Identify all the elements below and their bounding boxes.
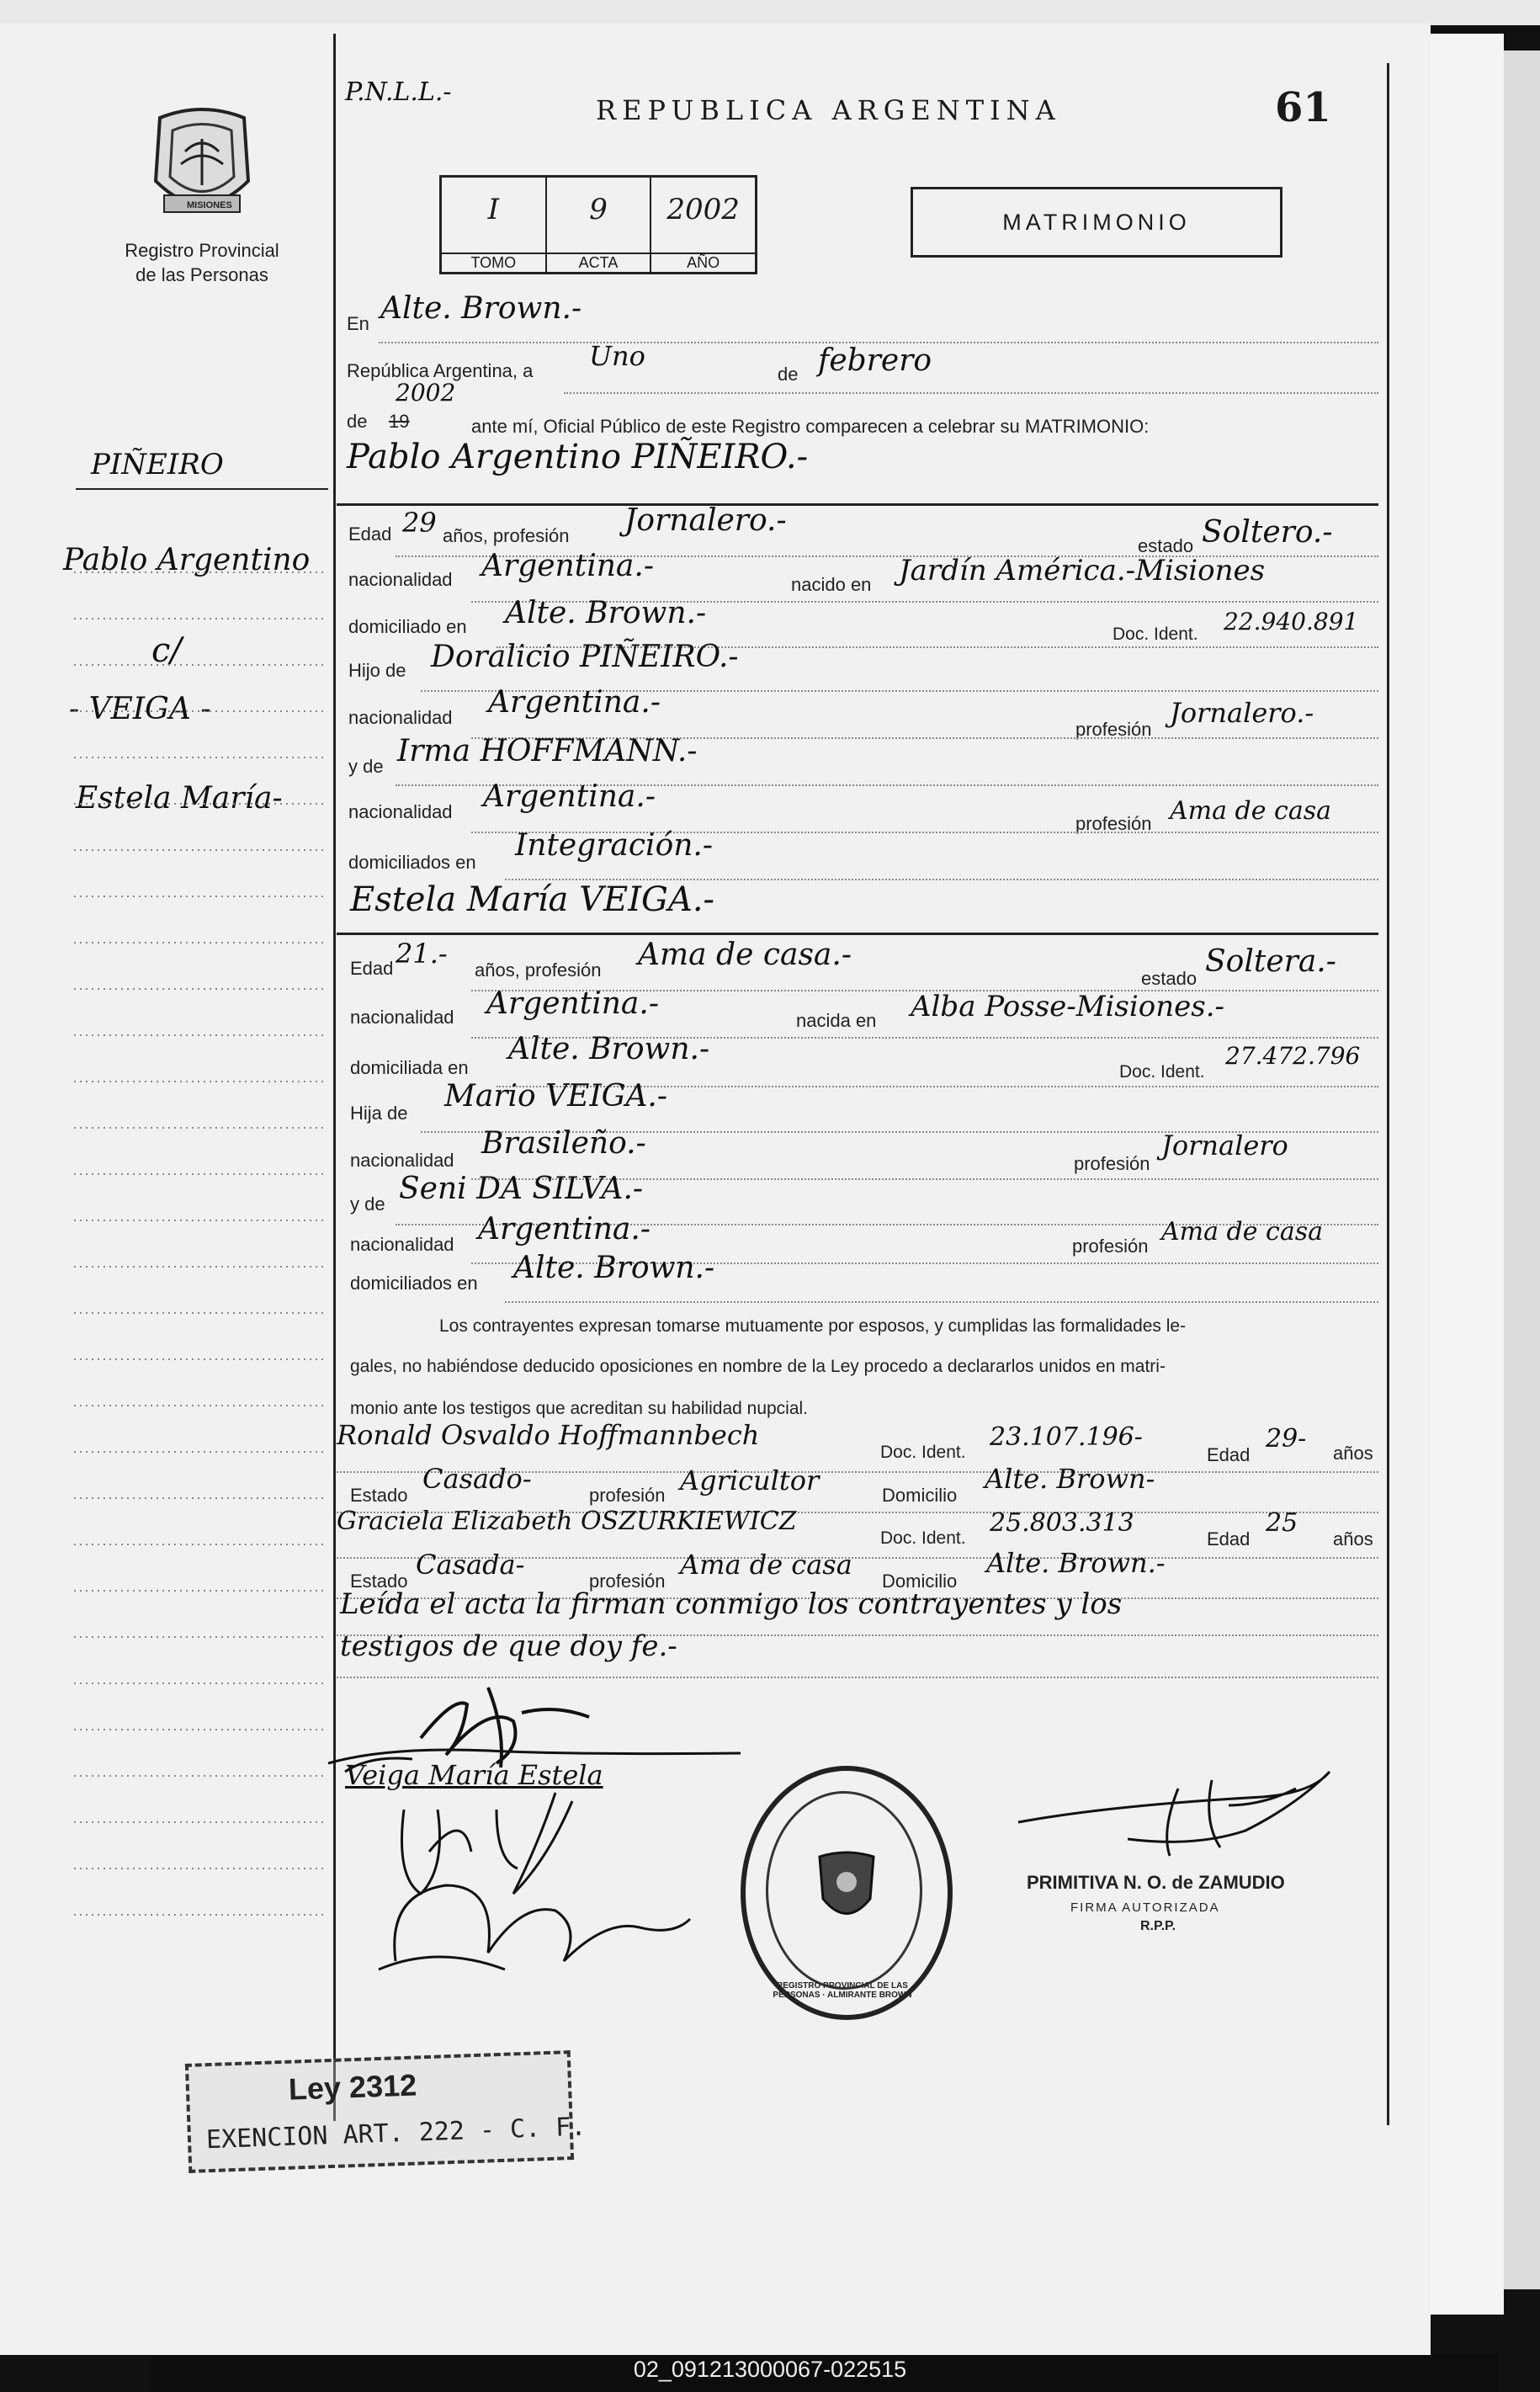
- statement-text: ante mí, Oficial Público de este Registro comparecen a celebrar su MATRIMONIO:: [471, 416, 1150, 437]
- bride-domiciliada-label: domiciliada en: [350, 1057, 469, 1078]
- groom-mother-nationality: Argentina.-: [483, 779, 656, 814]
- handwritten-note: P.N.L.L.-: [345, 77, 452, 107]
- declaration-line-3: monio ante los testigos que acreditan su habilidad nupcial.: [350, 1399, 809, 1418]
- margin-dotted-lines: [74, 505, 331, 2121]
- groom-yde-label: y de: [348, 756, 384, 777]
- coat-of-arms-icon: [811, 1848, 882, 1929]
- bride-edad-label: Edad: [350, 958, 394, 979]
- stamp-text: REGISTRO PROVINCIAL DE LAS PERSONAS · ALMIRANTE BROWN: [773, 1981, 912, 2000]
- margin-surname: PIÑEIRO: [91, 448, 224, 481]
- bride-mother-nacionalidad-label: nacionalidad: [350, 1234, 454, 1255]
- bride-mother-profesion-label: profesión: [1072, 1236, 1149, 1257]
- witness-2-domicile: Alte. Brown.-: [986, 1547, 1166, 1579]
- place-value: Alte. Brown.-: [380, 291, 582, 326]
- margin-bride-name: Estela María-: [76, 781, 283, 816]
- bride-age: 21.-: [396, 938, 448, 970]
- bride-nacionalidad-label: nacionalidad: [350, 1007, 454, 1028]
- witness-2-profesion-label: profesión: [589, 1571, 666, 1592]
- official-signature: [1010, 1755, 1346, 1873]
- groom-nacionalidad-label: nacionalidad: [348, 569, 453, 590]
- bride-doc-label: Doc. Ident.: [1119, 1062, 1205, 1082]
- bride-domicile: Alte. Brown.-: [508, 1032, 710, 1066]
- witness-2-edad-label: Edad: [1207, 1528, 1251, 1549]
- witness-signatures: [370, 1759, 724, 1978]
- groom-hijo-label: Hijo de: [348, 660, 406, 681]
- bride-father-profesion-label: profesión: [1074, 1153, 1150, 1174]
- groom-father: Doralicio PIÑEIRO.-: [431, 640, 739, 674]
- groom-doc-number: 22.940.891: [1224, 608, 1359, 635]
- underlying-sheet-2: [1498, 50, 1540, 2289]
- witness-1-profesion-label: profesión: [589, 1485, 666, 1506]
- groom-domicile: Alte. Brown.-: [505, 596, 707, 630]
- acta-label: ACTA: [547, 252, 651, 272]
- witness-1-estado-label: Estado: [350, 1485, 408, 1506]
- exemption-law: Ley 2312: [288, 2067, 417, 2107]
- bride-signature: Veiga María Estela: [345, 1759, 603, 1791]
- page-number: 61: [1275, 84, 1331, 131]
- groom-domiciliado-label: domiciliado en: [348, 616, 467, 637]
- day-value: Uno: [589, 340, 645, 372]
- groom-edad-label: Edad: [348, 524, 392, 545]
- bride-father-nationality: Brasileño.-: [481, 1126, 646, 1161]
- tomo-cell: [442, 178, 547, 272]
- groom-nationality: Argentina.-: [481, 549, 654, 583]
- exemption-article: EXENCION ART. 222 - C. F.: [205, 2112, 587, 2155]
- witness-1-anos-label: años: [1333, 1443, 1373, 1464]
- groom-birthplace: Jardín América.-Misiones: [899, 554, 1266, 587]
- witness-1-doc-label: Doc. Ident.: [880, 1443, 966, 1462]
- bride-nationality: Argentina.-: [486, 986, 659, 1021]
- registry-name-line1: Registro Provincial: [125, 240, 279, 261]
- witness-1-status: Casado-: [422, 1463, 532, 1495]
- groom-father-profesion-label: profesión: [1075, 719, 1152, 740]
- witness-1-domicile: Alte. Brown-: [985, 1463, 1155, 1495]
- ano-value: 2002: [666, 193, 740, 226]
- bride-profession: Ama de casa.-: [638, 938, 852, 972]
- bride-parents-domicilio-label: domiciliados en: [350, 1273, 478, 1294]
- en-label: En: [347, 313, 369, 334]
- official-name: PRIMITIVA N. O. de ZAMUDIO: [1027, 1872, 1285, 1893]
- bride-estado-label: estado: [1141, 968, 1197, 989]
- official-code: R.P.P.: [1140, 1919, 1176, 1933]
- country-title: REPUBLICA ARGENTINA: [596, 94, 1061, 126]
- witness-1-edad-label: Edad: [1207, 1444, 1251, 1465]
- bride-mother-nationality: Argentina.-: [478, 1212, 651, 1246]
- year-prefix-struck: 19: [389, 411, 410, 432]
- bride-marital-status: Soltera.-: [1205, 944, 1336, 979]
- witness-1-age: 29-: [1266, 1424, 1307, 1454]
- de-label-year: de: [347, 411, 368, 432]
- groom-doc-label: Doc. Ident.: [1113, 625, 1198, 644]
- witness-1-name: Ronald Osvaldo Hoffmannbech: [337, 1419, 760, 1451]
- acta-value: 9: [589, 193, 608, 226]
- underlying-sheet: [1422, 34, 1504, 2315]
- witness-2-status: Casada-: [416, 1549, 525, 1581]
- record-reference-box: [439, 175, 757, 274]
- groom-nacido-label: nacido en: [791, 574, 872, 595]
- bride-nacida-label: nacida en: [796, 1010, 877, 1031]
- ano-cell: [651, 178, 755, 272]
- witness-2-anos-label: años: [1333, 1528, 1373, 1549]
- acta-cell: [547, 178, 652, 272]
- year-value: 2002: [396, 379, 456, 407]
- groom-parents-domicile: Integración.-: [515, 828, 714, 863]
- month-value: febrero: [818, 343, 932, 378]
- witness-2-profession: Ama de casa: [680, 1549, 852, 1581]
- bride-yde-label: y de: [350, 1193, 385, 1215]
- margin-divider: [333, 34, 336, 2121]
- groom-marital-status: Soltero.-: [1202, 515, 1333, 550]
- record-type-box: MATRIMONIO: [911, 187, 1282, 258]
- witness-1-profession: Agricultor: [680, 1464, 820, 1496]
- groom-father-nationality: Argentina.-: [488, 685, 661, 720]
- dotline: [505, 1301, 1378, 1303]
- file-id: 02_091213000067-022515: [633, 2357, 907, 2382]
- bride-hija-label: Hija de: [350, 1103, 408, 1124]
- bride-profesion-label: años, profesión: [475, 959, 602, 981]
- groom-age: 29: [402, 507, 437, 539]
- ano-label: AÑO: [651, 252, 755, 272]
- margin-rule: [76, 488, 328, 490]
- section-divider: [337, 933, 1378, 935]
- margin-bride-surname: - VEIGA -: [69, 692, 211, 726]
- bride-doc-number: 27.472.796: [1225, 1042, 1361, 1070]
- witness-2-doc: 25.803.313: [990, 1508, 1134, 1538]
- bride-parents-domicile: Alte. Brown.-: [513, 1251, 715, 1285]
- tomo-label: TOMO: [442, 252, 545, 272]
- seal-text: MISIONES: [187, 200, 232, 210]
- de-label: de: [778, 364, 799, 385]
- declaration-line-2: gales, no habiéndose deducido oposiciones en nombre de la Ley procedo a declararlos unidos en matri-: [350, 1357, 1166, 1376]
- paper-top-edge: [0, 0, 1540, 25]
- groom-mother: Irma HOFFMANN.-: [397, 734, 698, 768]
- groom-full-name: Pablo Argentino PIÑEIRO.-: [347, 438, 809, 476]
- registry-name-line2: de las Personas: [135, 264, 268, 285]
- groom-mother-profesion-label: profesión: [1075, 813, 1152, 834]
- tomo-value: I: [487, 193, 500, 226]
- bride-father-nacionalidad-label: nacionalidad: [350, 1150, 454, 1171]
- witness-1-doc: 23.107.196-: [990, 1422, 1143, 1452]
- republica-label: República Argentina, a: [347, 360, 534, 381]
- closing-line-2: testigos de que doy fe.-: [340, 1629, 677, 1663]
- witness-2-domicilio-label: Domicilio: [882, 1571, 958, 1592]
- witness-2-estado-label: Estado: [350, 1571, 408, 1592]
- groom-mother-profession: Ama de casa: [1170, 796, 1331, 826]
- witness-2-name: Graciela Elizabeth OSZURKIEWICZ: [337, 1507, 797, 1536]
- groom-father-profession: Jornalero.-: [1170, 697, 1314, 729]
- groom-profession: Jornalero.-: [624, 503, 787, 538]
- bride-birthplace: Alba Posse-Misiones.-: [911, 990, 1224, 1023]
- groom-mother-nacionalidad-label: nacionalidad: [348, 801, 453, 822]
- groom-father-nacionalidad-label: nacionalidad: [348, 707, 453, 728]
- margin-connector: c/: [151, 631, 182, 670]
- declaration-line-1: Los contrayentes expresan tomarse mutuamente por esposos, y cumplidas las formalidades le-: [439, 1316, 1187, 1336]
- groom-estado-label: estado: [1138, 535, 1194, 556]
- bride-mother-profession: Ama de casa: [1161, 1217, 1323, 1246]
- witness-2-age: 25: [1266, 1508, 1298, 1538]
- official-title: FIRMA AUTORIZADA: [1070, 1900, 1220, 1915]
- right-border: [1387, 63, 1389, 2125]
- groom-profesion-label: años, profesión: [443, 525, 570, 546]
- closing-line-1: Leída el acta la firman conmigo los contrayentes y los: [340, 1587, 1123, 1621]
- dotline: [564, 392, 1378, 394]
- bride-father: Mario VEIGA.-: [444, 1079, 668, 1114]
- bride-father-profession: Jornalero: [1161, 1130, 1288, 1161]
- exemption-stamp: [185, 2050, 587, 2173]
- section-divider: [337, 503, 1378, 506]
- witness-2-doc-label: Doc. Ident.: [880, 1528, 966, 1548]
- round-official-stamp: [741, 1766, 953, 2020]
- bride-full-name: Estela María VEIGA.-: [350, 880, 715, 919]
- witness-1-domicilio-label: Domicilio: [882, 1485, 958, 1506]
- groom-parents-domicilio-label: domiciliados en: [348, 852, 476, 873]
- margin-groom-name: Pablo Argentino: [63, 543, 311, 577]
- bride-mother: Seni DA SILVA.-: [399, 1172, 644, 1206]
